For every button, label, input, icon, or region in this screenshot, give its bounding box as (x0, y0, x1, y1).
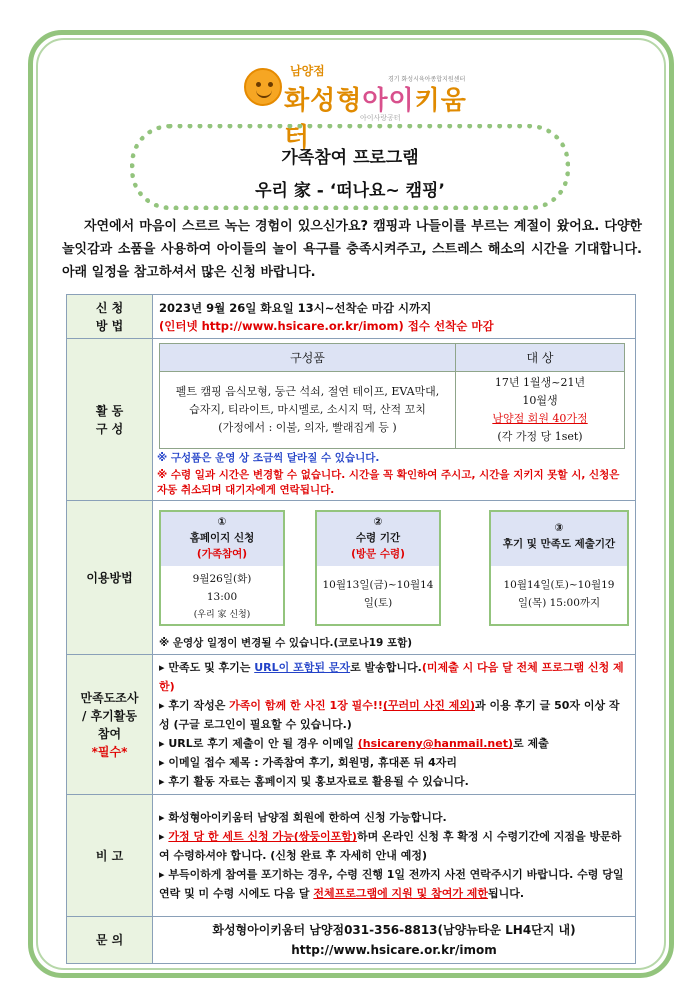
target-cell: 17년 1월생~21년 10월생 남양점 회원 40가정 (각 가정 당 1set) (456, 372, 625, 449)
items-header: 구성품 (160, 344, 456, 372)
step-1: ① 홈페이지 신청 (가족참여) 9월26일(화) 13:00 (우리 家 신청) (159, 510, 285, 626)
title-line2: 우리 家 - ‘떠나요~ 캠핑’ (255, 181, 445, 201)
intro-text: 자연에서 마음이 스르르 녹는 경험이 있으신가요? 캠핑과 나들이를 부르는 계절이 왔어요. 다양한 놀잇감과 소품을 사용하여 아이들의 놀이 욕구를 충족시켜주고, 스트레스 해소의 시간을 기대합니다. 아래 일정을 참고하셔서 많은 신청 바랍니다. (62, 219, 642, 280)
remarks-item-3: ▸ 부득이하게 참여를 포기하는 경우, 수령 진행 1일 전까지 사전 연락주시기 바랍니다. 수령 당일 연락 및 미 수령 시에도 다음 달 전체프로그램에 지원 및 참여가 제한됩니다. (159, 865, 629, 903)
logo-name: 화성형아이키움터 (284, 86, 467, 153)
apply-url: (인터넷 http://www.hsicare.or.kr/imom) 접수 선착순 마감 (159, 318, 494, 333)
logo-branch: 남양점 (290, 64, 325, 78)
title-box (130, 124, 570, 210)
usage-label: 이용방법 (67, 501, 153, 655)
step-2: ② 수령 기간 (방문 수령) 10월13일(금)~10월14 일(토) (315, 510, 441, 626)
contact-url[interactable]: http://www.hsicare.or.kr/imom (291, 943, 497, 957)
logo (240, 58, 490, 153)
title-line1: 가족참여 프로그램 (281, 148, 419, 168)
items-table (159, 343, 625, 449)
logo-org: 경기 화성시육아종합지원센터 (388, 76, 466, 83)
survey-item-2: ▸ 후기 작성은 가족이 함께 한 사진 1장 필수!!(꾸러미 사진 제외)과 이용 후기 글 50자 이상 작성 (구글 로그인이 필요할 수 있습니다.) (159, 696, 629, 734)
activity-content (153, 339, 636, 501)
activity-label: 활 동 구 성 (67, 339, 153, 501)
apply-content (153, 295, 636, 339)
survey-content (153, 655, 636, 795)
remarks-item-1: ▸ 화성형아이키움터 남양점 회원에 한하여 신청 가능합니다. (159, 808, 629, 827)
target-header: 대 상 (456, 344, 625, 372)
survey-item-3: ▸ URL로 후기 제출이 안 될 경우 이메일 (hsicareny@hanmail.net)로 제출 (159, 734, 629, 753)
usage-content (153, 501, 636, 655)
contact-label: 문 의 (67, 917, 153, 964)
step-3: ③ 후기 및 만족도 제출기간 10월14일(토)~10월19 일(목) 15:00까지 (489, 510, 629, 626)
contact-content (153, 917, 636, 964)
apply-date: 2023년 9월 26일 화요일 13시~선착순 마감 시까지 (159, 300, 432, 315)
remarks-item-2: ▸ 가정 당 한 세트 신청 가능(쌍둥이포함)하며 온라인 신청 후 확정 시 수령기간에 지점을 방문하여 수령하셔야 합니다. (신청 완료 후 자세히 안내 예정) (159, 827, 629, 865)
survey-item-1: ▸ 만족도 및 후기는 URL이 포함된 문자로 발송합니다.(미제출 시 다음 달 전체 프로그램 신청 제한) (159, 658, 629, 696)
items-cell: 펠트 캠핑 음식모형, 둥근 석쇠, 절연 테이프, EVA막대, 습자지, 티라이트, 마시멜로, 소시지 떡, 산적 꼬치 (가정에서 : 이불, 의자, 빨래집게 등 ) (160, 372, 456, 449)
activity-note1: ※ 구성품은 운영 상 조금씩 달라질 수 있습니다. (157, 452, 380, 464)
survey-label: 만족도조사 / 후기활동 참여 *필수* (67, 655, 153, 795)
remarks-content (153, 795, 636, 917)
survey-item-5: ▸ 후기 활동 자료는 홈페이지 및 홍보자료로 활용될 수 있습니다. (159, 772, 629, 791)
activity-note2: ※ 수령 일과 시간은 변경할 수 없습니다. 시간을 꼭 확인하여 주시고, 시간을 지키지 못할 시, 신청은 자동 취소되며 대기자에게 연락됩니다. (157, 469, 620, 496)
contact-phone: 화성형아이키움터 남양점031-356-8813(남양뉴타운 LH4단지 내) (212, 923, 576, 937)
usage-note: ※ 운영상 일정이 변경될 수 있습니다.(코로나19 포함) (159, 637, 413, 649)
survey-item-4: ▸ 이메일 접수 제목 : 가족참여 후기, 회원명, 휴대폰 뒤 4자리 (159, 753, 629, 772)
info-table (66, 294, 636, 964)
steps (159, 506, 629, 634)
apply-label: 신 청 방 법 (67, 295, 153, 339)
logo-sub: 아이사랑공터 (360, 114, 401, 122)
sun-face-icon (244, 68, 282, 106)
remarks-label: 비 고 (67, 795, 153, 917)
